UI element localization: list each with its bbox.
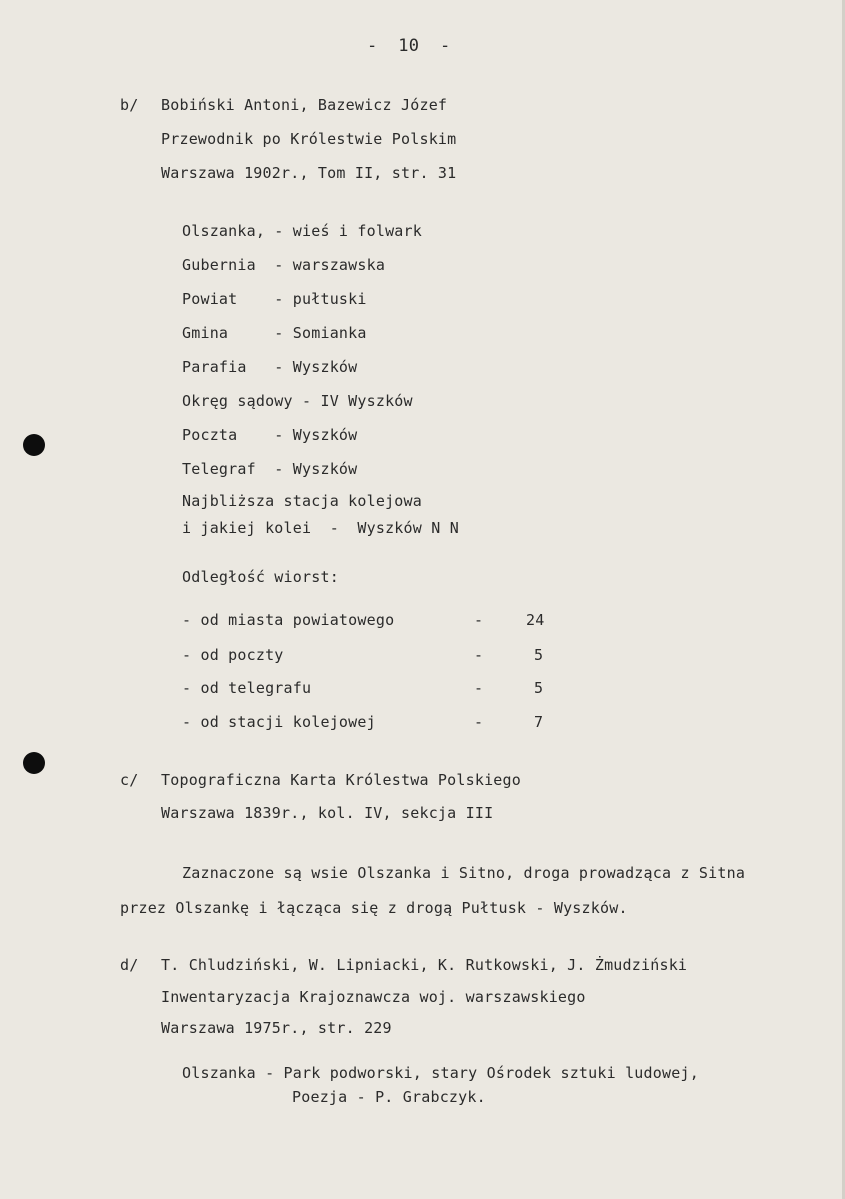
distance-dash: - bbox=[474, 646, 484, 664]
section-b-authors: Bobiński Antoni, Bazewicz Józef bbox=[161, 96, 448, 114]
entry-gmina: Gmina - Somianka bbox=[182, 324, 367, 342]
section-c-title: Topograficzna Karta Królestwa Polskiego bbox=[161, 771, 521, 789]
section-d-note-line2: Poezja - P. Grabczyk. bbox=[292, 1088, 486, 1106]
distance-label: - od stacji kolejowej bbox=[182, 713, 376, 731]
punch-hole bbox=[23, 434, 45, 456]
entry-parafia: Parafia - Wyszków bbox=[182, 358, 358, 376]
section-d-label: d/ bbox=[120, 956, 139, 974]
entry-place: Olszanka, - wieś i folwark bbox=[182, 222, 422, 240]
distance-value: 5 bbox=[534, 646, 544, 664]
section-c-imprint: Warszawa 1839r., kol. IV, sekcja III bbox=[161, 804, 494, 822]
section-d-imprint: Warszawa 1975r., str. 229 bbox=[161, 1019, 392, 1037]
section-d-authors: T. Chludziński, W. Lipniacki, K. Rutkowski, J. Żmudziński bbox=[161, 956, 688, 974]
distance-value: 5 bbox=[534, 679, 544, 697]
distance-label: - od poczty bbox=[182, 646, 284, 664]
punch-hole bbox=[23, 752, 45, 774]
entry-okreg: Okręg sądowy - IV Wyszków bbox=[182, 392, 413, 410]
entry-powiat: Powiat - pułtuski bbox=[182, 290, 367, 308]
entry-telegraf: Telegraf - Wyszków bbox=[182, 460, 358, 478]
distance-dash: - bbox=[474, 611, 484, 629]
page-number: - 10 - bbox=[367, 36, 451, 56]
entry-stacja: Najbliższa stacja kolejowa bbox=[182, 492, 422, 510]
distance-dash: - bbox=[474, 679, 484, 697]
distance-value: 7 bbox=[534, 713, 544, 731]
section-b-imprint: Warszawa 1902r., Tom II, str. 31 bbox=[161, 164, 457, 182]
distance-heading: Odległość wiorst: bbox=[182, 568, 339, 586]
section-c-note-line1: Zaznaczone są wsie Olszanka i Sitno, droga prowadząca z Sitna bbox=[182, 864, 746, 882]
distance-label: - od miasta powiatowego bbox=[182, 611, 395, 629]
section-c-note-line2: przez Olszankę i łącząca się z drogą Pułtusk - Wyszków. bbox=[120, 899, 628, 917]
section-d-note-line1: Olszanka - Park podworski, stary Ośrodek sztuki ludowej, bbox=[182, 1064, 699, 1082]
distance-dash: - bbox=[474, 713, 484, 731]
entry-gubernia: Gubernia - warszawska bbox=[182, 256, 386, 274]
distance-label: - od telegrafu bbox=[182, 679, 312, 697]
distance-value: 24 bbox=[526, 611, 545, 629]
section-d-title: Inwentaryzacja Krajoznawcza woj. warszawskiego bbox=[161, 988, 586, 1006]
section-b-label: b/ bbox=[120, 96, 139, 114]
section-c-label: c/ bbox=[120, 771, 139, 789]
entry-kolei: i jakiej kolei - Wyszków N N bbox=[182, 519, 459, 537]
entry-poczta: Poczta - Wyszków bbox=[182, 426, 358, 444]
section-b-title: Przewodnik po Królestwie Polskim bbox=[161, 130, 457, 148]
